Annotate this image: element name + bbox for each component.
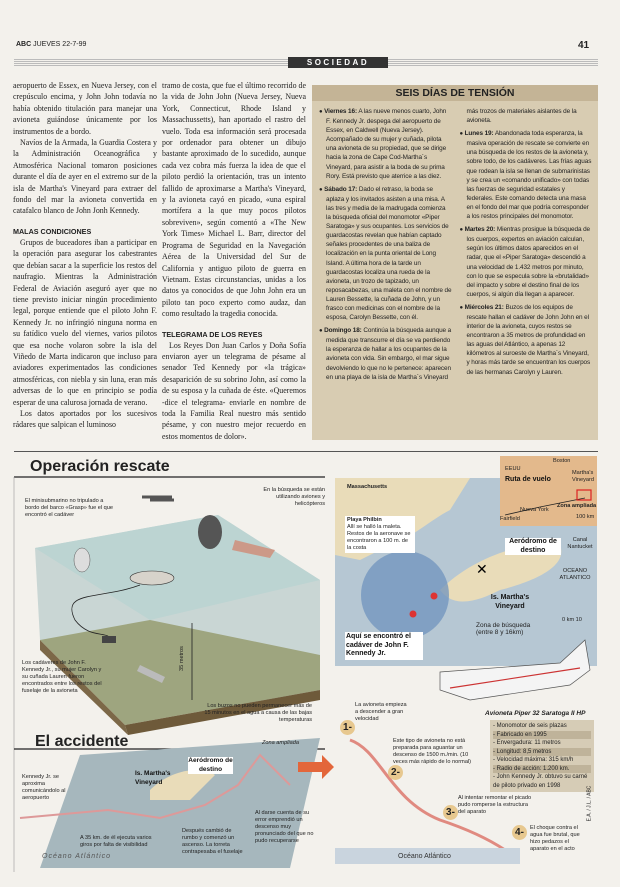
paragraph: Los datos aportados por los sucesivos rádares que salpican el luminoso: [13, 408, 157, 430]
inset-fairfield: Fairfield: [500, 516, 520, 522]
ship-grasp: [130, 571, 174, 585]
issue-date: JUEVES 22-7-99: [33, 41, 87, 48]
depth-label: 35 metros: [178, 646, 185, 671]
paragraph: Los Reyes Don Juan Carlos y Doña Sofía enviaron ayer un telegrama de pésame al senador Ted Kennedy por «la trágica» desaparición de su sobrino John, así como la de su esposa y la cuñada de éste. «Queremos -dice el telegrama- enviarle en nombre de toda la Familia Real nuestro más sentido pésame, y con nuestro mejor recuerdo en estos momentos de dolor».: [162, 340, 306, 441]
boat: [74, 548, 90, 572]
graphic-credit: E.A. / J.L. / ABC: [586, 785, 593, 822]
inset-scale: 100 km: [576, 514, 595, 520]
spec-item: - John Kennedy Jr. obtuvo su carné de piloto privado en 1998: [493, 774, 588, 789]
step-label: La avioneta empieza a descender a gran velocidad: [355, 702, 407, 722]
beach-callout: Playa Philbin Allí se halló la maleta. Restos de la aeronave se encontraron a 100 m. de la costa: [345, 516, 415, 553]
timeline-item: ● Martes 20: Mientras prosigue la búsqueda de los cuerpos, expertos en aviación calculan, según los últimos datos aparecidos en el radar, que el «Piper Saratoga» descendió a una velocidad de 1.432 metros por minuto, con lo que se especula sobre la «brutalidad» del impacto y sobre el destino final de los cuerpos, si algún día llegan a aparecer.: [460, 225, 593, 299]
map-label-canal: Canal Nantucket: [567, 537, 593, 550]
step-number: 3-: [443, 805, 458, 820]
timeline-item: ● Domingo 18: Continúa la búsqueda aunque a medida que transcurre el día se va perdiendo la esperanza de hallar a los ocupantes de la avioneta con vida. Sin embargo, el mar sigue devolviendo lo que no le pertenece: aparecen en una playa de la isla de Martha´s Vineyard más trozos de materiales aislantes de la avioneta.: [319, 107, 592, 382]
divers-label: Los buzos no pueden permanecer más de 15 minutos en el agua a causa de las bajas temperaturas: [204, 703, 312, 723]
inset-title: Ruta de vuelo: [505, 476, 551, 483]
minisub-icon: [102, 636, 116, 643]
turns-label: A 35 km. de él ejecuta varios giros por falta de visibilidad: [80, 835, 152, 848]
paper-name: ABC: [16, 41, 32, 48]
timeline-item: ● Sábado 17: Dado el retraso, la boda se aplaza y los invitados asisten a una misa. A las tres y media de la madrugada comienza la búsqueda oficial del monomotor «Piper Saratoga» y sus ocupantes. Los servicios de guardacostas revelan que habían captado señales procedentes de una baliza de localización en la punta oriental de Long Island. A última hora de la tarde un guardacostas localiza una rueda de la avioneta, un trozo de tapizado, un reposacabezas, una maleta con el nombre de Lauren Bessette, la cuñada de John, y un frasco con medicinas con el nombre de la esposa, Carolyn Bessette, con él.: [319, 185, 452, 322]
plane-specs: [490, 720, 594, 792]
step-label: Al intentar remontar el picado pudo romperse la estructura del aparato: [458, 795, 532, 815]
ship: [198, 515, 222, 549]
accident-zone-label: Zona ampliada: [262, 740, 300, 746]
rescue-title: Operación rescate: [30, 458, 170, 475]
page-number: 41: [578, 40, 590, 51]
paragraph: tramo de costa, que fue el último recorrido de la vida de John John (Nueva Jersey, Nueva York, Connecticut, Rhode Island y Massachussetts), han aportado el rastro del vuelo. Toda esa información será procesada por ordenador para obtener un dibujo bastante aproximado de lo sucedido, aunque cada vez cobra más fuerza la idea de que el piloto perdió la orientación, tras un intento fallido de aproximarse a Martha's Vineyard, y la avioneta cayó en picado, «una espiral mortífera a la que muy pocos pilotos sobreviven», según comentó a «The New York Times» Michael L. Barr, director del Programa de Seguridad en la Navegación Aérea de la Universidad del Sur de California y antiguo piloto de guerra en Vietnam. Estas circunstancias, unidas a los datos ya conocidos de que John John era un piloto tan poco experto como audaz, dan como resultado la tragedia conocida.: [162, 81, 306, 319]
inset-zone: Zona ampliada: [557, 503, 597, 509]
inset-mv: Martha's Vineyard: [572, 470, 594, 483]
step-number: 1-: [340, 720, 355, 735]
descent-ocean-label: Océano Atlántico: [398, 853, 451, 860]
map-label-search-zone: Zona de búsqueda (entre 8 y 16km): [476, 622, 531, 636]
spec-item: - Velocidad máxima: 315 km/h: [493, 757, 574, 763]
timeline-title: SEIS DÍAS DE TENSIÓN: [312, 85, 598, 101]
accident-airport-label: Aeródromo de destino: [188, 757, 233, 773]
airport-icon: ✕: [476, 562, 488, 578]
accident-title: El accidente: [35, 733, 129, 750]
map-scale: 0 km 10: [562, 617, 582, 623]
step-label: Este tipo de avioneta no está preparada para aguantar un descenso de 1500 m./min. (10 veces más rápido de lo normal): [393, 738, 472, 765]
step-number: 2-: [388, 765, 403, 780]
spec-item: - Radio de acción: 1.200 km.: [493, 765, 591, 774]
step-number: 4-: [512, 825, 527, 840]
step-label: El choque contra el agua fue brutal, que hizo pedazos el aparato en el acto: [530, 825, 580, 852]
inset-boston: Boston: [553, 458, 571, 464]
error-label: Al darse cuenta de su error emprendió un descenso muy pronunciado del que no pudo recuperarse: [255, 810, 314, 844]
inset-country: EEUU: [505, 466, 521, 472]
aircraft-label: En la búsqueda se están utilizando aviones y helicópteros: [263, 487, 325, 507]
timeline-item: ● Lunes 19: Abandonada toda esperanza, la masiva operación de rescate se convierte en una búsqueda de los restos de la avioneta y, sobre todo, de los cadáveres. Las frías aguas que rodean la isla se llenan de submarinistas y se crea un «comando unificado» con todas las fuerzas de seguridad estatales y federales. Este comando detecta una masa en el fondo del mar que podría corresponder a los restos principales del monomotor.: [460, 129, 593, 221]
bodies-label: Los cadáveres de John F. Kennedy Jr., su mujer Carolyn y su cuñada Lauren fueron encontrados entre los restos del fuselaje de la avioneta: [22, 660, 102, 694]
helicopter-icon: [142, 497, 174, 500]
plane-name: Avioneta Piper 32 Saratoga II HP: [485, 710, 586, 717]
paragraph: Grupos de buceadores iban a participar en la operación para asegurar los cabestrantes que debían sacar a la superficie los restos del naufragio. Mientras la Administración Federal de Aviación aseguró ayer que no tiene previsto iniciar ningún procedimiento legal, porque entiende que el piloto John F. Kennedy Jr. no infringió ninguna norma en su fatídico vuelo del viernes, varios pilotos que esa noche volaron sobre la isla del Viñedo de Marta indicaron que incluso para aviadores experimentados las condiciones atmosféricas, con niebla y sin luna, eran más adversas de lo que en principio se podía esperar de una calurosa jornada de verano.: [13, 237, 157, 407]
paragraph: aeropuerto de Essex, en Nueva Jersey, con el crepúsculo encima, y John John todavía no había obtenido titulación para manejar una avioneta guiándose únicamente por los instrumentos de a bordo.: [13, 81, 157, 136]
subheading: MALAS CONDICIONES: [13, 226, 92, 236]
map-label-massachusetts: Massachusetts: [347, 484, 388, 490]
spec-item: - Envergadura: 11 metros: [493, 740, 561, 746]
body-found-callout: Aquí se encontró el cadáver de John F. Kennedy Jr.: [345, 632, 423, 660]
section-label: SOCIEDAD: [288, 57, 388, 68]
timeline-item: ● Viernes 16: A las nueve menos cuarto, John F. Kennedy Jr. despega del aeropuerto de Essex, en Caldwell (Nueva Jersey). Acompañado de su mujer y cuñada, pilota una avioneta de su propiedad, que se dirige hacia la zona de Cape Cod-Martha´s Vineyard, para asistir a la boda de su prima Rory. Está previsto que aterrice a las diez.: [319, 107, 452, 181]
minisub-label: El minisubmarino no tripulado a bordo del barco «Grasp» fue el que encontró el cadáver: [25, 498, 114, 518]
map-label-airport: Aeródromo de destino: [505, 538, 561, 555]
accident-ocean-label: Océano Atlántico: [42, 853, 112, 860]
climb-label: Después cambió de rumbo y comenzó un ascenso. La torreta contrapesaba el fuselaje: [182, 828, 243, 855]
accident-island-label: Is. Martha's Vineyard: [135, 770, 171, 786]
inset-ny: Nueva York: [520, 507, 549, 513]
spec-item: - Fabricado en 1995: [493, 731, 591, 740]
timeline-item: ● Miércoles 21: Buzos de los equipos de rescate hallan el cadáver de John John en el interior de la avioneta, cuyos restos se encontraron a 35 metros de profundidad en las aguas del Atlántico, a apenas 12 kilómetros al suroeste de Martha´s Vineyard, y horas más tarde se encuentran los cuerpos de las hermanas Carolyn y Lauren.: [460, 303, 593, 377]
approach-label: Kennedy Jr. se aproxima comunicándolo al aeropuerto: [22, 774, 66, 801]
spec-item: - Monomotor de seis plazas: [493, 723, 567, 729]
paragraph: Navíos de la Armada, la Guardia Costera y la Administración Oceanográfica y Atmosférica Nacional tomaron posiciones durante el día de ayer en el extremo sur de la isla de Martha's Vineyard para extraer del fondo del mar la avioneta convertida en catafalco blanco de John Jonh Kennedy.: [13, 138, 157, 216]
map-label-island: Is. Martha's Vineyard: [490, 594, 530, 610]
spec-item: - Longitud: 8,5 metros: [493, 748, 591, 757]
map-label-ocean: OCEANO ATLANTICO: [559, 568, 591, 581]
subheading: TELEGRAMA DE LOS REYES: [162, 329, 263, 339]
